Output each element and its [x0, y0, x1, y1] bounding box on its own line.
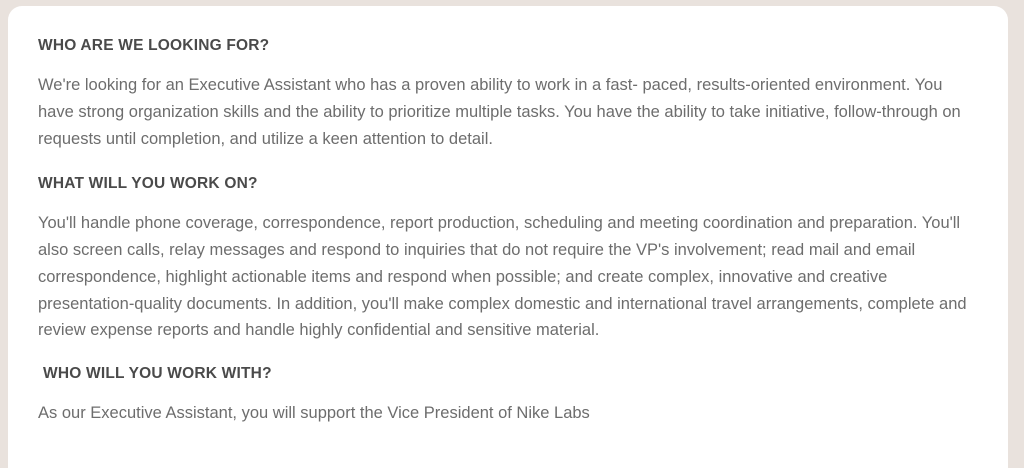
section-who-are-we-looking-for	[38, 36, 980, 152]
section-what-will-you-work-on	[38, 174, 980, 344]
section-body-what-will-you-work-on: You'll handle phone coverage, correspondence, report production, scheduling and meeting coordination and preparation. You'll also screen calls, relay messages and respond to inquiries that do not require the VP's involvement; read mail and email correspondence, highlight actionable items and respond when possible; and create complex, innovative and creative presentation-quality documents. In addition, you'll make complex domestic and international travel arrangements, complete and review expense reports and handle highly confidential and sensitive material.	[38, 214, 967, 340]
section-who-will-you-work-with	[38, 364, 980, 427]
section-heading-what-will-you-work-on: WHAT WILL YOU WORK ON?	[38, 175, 258, 193]
section-heading-who-will-you-work-with: WHO WILL YOU WORK WITH?	[43, 365, 272, 383]
section-body-who-are-we-looking-for: We're looking for an Executive Assistant who has a proven ability to work in a fast- paced, results-oriented environment. You have strong organization skills and the ability to prioritize multiple tasks. You have the ability to take initiative, follow-through on requests until completion, and utilize a keen attention to detail.	[38, 76, 961, 148]
section-heading-who-are-we-looking-for: WHO ARE WE LOOKING FOR?	[38, 37, 270, 54]
section-body-who-will-you-work-with: As our Executive Assistant, you will support the Vice President of Nike Labs	[38, 404, 590, 423]
job-description-card	[8, 6, 1008, 468]
